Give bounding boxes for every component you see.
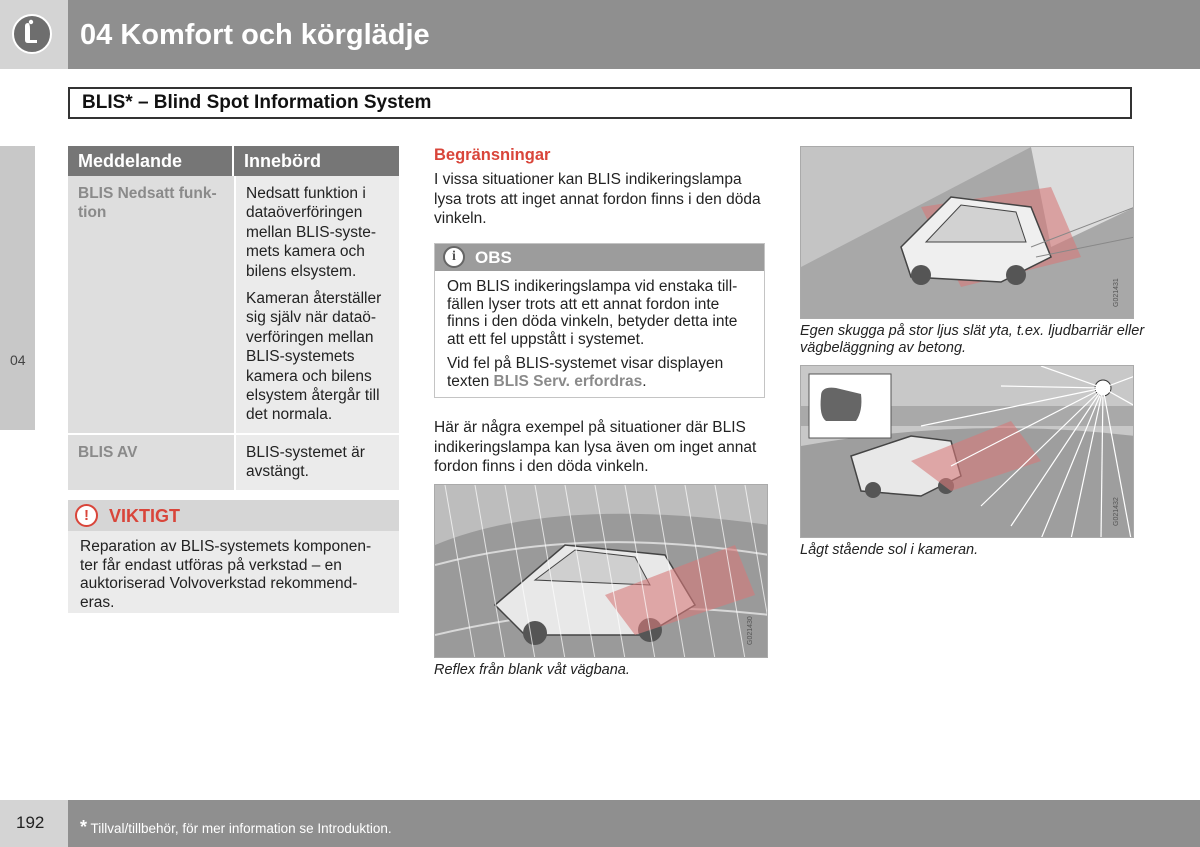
info-icon: i [443, 246, 465, 268]
section-title: BLIS* – Blind Spot Information System [82, 92, 432, 113]
limitations-intro: I vissa situationer kan BLIS indikeringslampa lysa trots att inget annat fordon finns i den döda vinkeln. [434, 171, 761, 227]
column-header-message: Meddelande [68, 146, 234, 176]
message-cell: BLIS Nedsatt funk-tion [68, 176, 234, 433]
warning-label: VIKTIGT [109, 506, 180, 526]
exclamation-icon: ! [75, 504, 98, 527]
warning-box [68, 500, 399, 613]
figure-caption: Lågt stående sol i kameran. [800, 542, 979, 558]
message-cell: BLIS AV [68, 435, 234, 490]
note-label: OBS [475, 248, 512, 267]
footer-note [80, 817, 392, 838]
meaning-paragraph: Nedsatt funktion i dataöverföringen mellan BLIS-syste-mets kamera och bilens elsystem. [246, 185, 377, 280]
figure-code: G021430 [747, 616, 754, 645]
footnote-star: * [80, 817, 88, 837]
note-paragraph [447, 355, 752, 390]
note-header [435, 244, 764, 271]
figure-caption: Reflex från blank våt vägbana. [434, 662, 630, 678]
figure-wet-road [434, 484, 768, 658]
note-paragraph: Om BLIS indikeringslampa vid enstaka till-fällen lyser trots att ett annat fordon inte finns i den döda vinkeln, betyder detta inte att ett fel uppstått i systemet. [447, 278, 738, 348]
figure-caption: Egen skugga på stor ljus slät yta, t.ex. ljudbarriär eller vägbeläggning av betong. [800, 323, 1145, 356]
examples-intro: Här är några exempel på situationer där BLIS indikeringslampa kan lysa även om inget annat fordon finns i den döda vinkeln. [434, 419, 757, 475]
table-row [68, 435, 399, 492]
shadow-illustration [801, 147, 1134, 319]
low-sun-illustration [801, 366, 1134, 538]
column-header-meaning: Innebörd [244, 151, 321, 171]
warning-text: Reparation av BLIS-systemets komponen-ter får endast utföras på verkstad – en auktoriserad Volvoverkstad rekommend-eras. [80, 538, 372, 611]
note-text-prefix: Vid fel på BLIS-systemet visar displayen texten [447, 355, 724, 390]
meaning-paragraph: Kameran återställer sig själv när dataö-verföringen mellan BLIS-systemets kamera och bilens elsystem återgår till det normala. [246, 290, 382, 424]
figure-code: G021432 [1113, 497, 1120, 526]
note-box [434, 243, 765, 398]
meaning-cell [234, 435, 399, 490]
message-table [68, 146, 399, 492]
page-number: 192 [16, 813, 45, 832]
meaning-paragraph: BLIS-systemet är avstängt. [246, 443, 365, 481]
header-tab [0, 0, 68, 69]
meaning-cell [234, 176, 399, 433]
figure-shadow [800, 146, 1134, 319]
chapter-title: 04 Komfort och körglädje [80, 19, 430, 51]
table-row [68, 176, 399, 435]
section-title-box [68, 87, 1132, 119]
seat-icon [12, 14, 52, 54]
note-text-suffix: . [642, 372, 647, 390]
wet-road-illustration [435, 485, 768, 658]
limitations-heading: Begränsningar [434, 146, 551, 164]
chapter-side-tab [0, 146, 35, 430]
figure-low-sun [800, 365, 1134, 538]
figure-code: G021431 [1113, 278, 1120, 307]
warning-header [68, 500, 399, 531]
note-text [435, 271, 764, 405]
display-message: BLIS Serv. erfordras [493, 372, 643, 390]
footnote-text: Tillval/tillbehör, för mer information se Introduktion. [90, 821, 392, 836]
table-header [68, 146, 399, 176]
side-tab-label: 04 [10, 352, 26, 368]
